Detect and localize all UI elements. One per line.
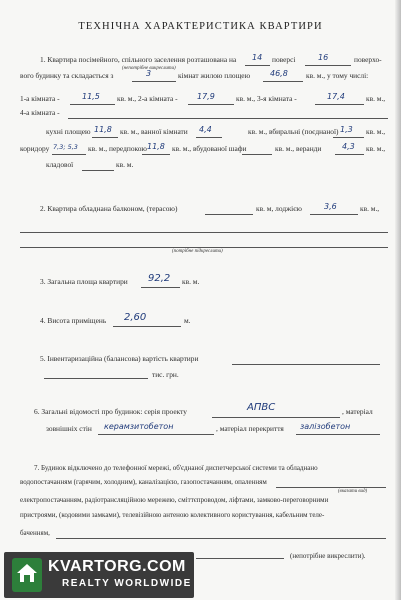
- s1-text-c: поверхо-: [354, 55, 382, 64]
- height-value: 2,60: [124, 312, 147, 323]
- kitchen-value: 11,8: [94, 125, 112, 134]
- s1-line6: коридору кв. м., передпокою кв. м., вбудованої шафи кв. м., веранди кв. м.,: [20, 144, 386, 153]
- s1-line2: вого будинку та складається з кімнат жилою площею кв. м., у тому числі:: [20, 71, 369, 80]
- rooms-value: 3: [146, 69, 152, 78]
- s7-line2: водопостачанням (гарячим, холодним), каналізацією, газопостачанням, опаленням: [20, 478, 267, 486]
- total-area-value: 92,2: [148, 273, 171, 284]
- room1-value: 11,5: [82, 92, 100, 101]
- veranda-value: 4,3: [342, 142, 355, 151]
- hall-value: 11,8: [147, 142, 165, 151]
- series-value: АПВС: [247, 402, 276, 413]
- s1-line5: кухні площею кв. м., ванної кімнати кв. м., вбиральні (поєднаної) кв. м.,: [46, 127, 386, 136]
- logo-text-main: KVARTORG.COM: [48, 558, 186, 575]
- s1-line7: кладової кв. м.: [46, 160, 134, 169]
- document-title: ТЕХНІЧНА ХАРАКТЕРИСТИКА КВАРТИРИ: [78, 21, 323, 32]
- s5-line2: тис. грн.: [152, 370, 179, 379]
- wc-value: 1,3: [340, 125, 353, 134]
- page-edge: [395, 0, 401, 600]
- s5-line1: 5. Інвентаризаційна (балансова) вартість квартири: [40, 354, 199, 363]
- s1-line3: 1-а кімната - кв. м., 2-а кімната - кв. м., 3-я кімната - кв. м.,: [20, 94, 386, 103]
- s4-line: 4. Висота приміщень м.: [40, 316, 191, 325]
- loggia-value: 3,6: [324, 202, 337, 211]
- room2-value: 17,9: [197, 92, 215, 101]
- ceiling-value: залізобетон: [300, 422, 351, 431]
- s7-line5: баченням,: [20, 529, 50, 537]
- floors-total-value: 16: [318, 53, 329, 62]
- s7-note1: (вказати вид): [338, 489, 368, 494]
- s1-text-b: поверсі: [272, 55, 296, 64]
- s7-line1: 7. Будинок відключено до телефонної мережі, об'єднаної диспетчерської системи та обладнано: [34, 464, 318, 472]
- s7-line4: пристроями, (кодовими замками), телевізійною антеною колективного користування, кабельним теле-: [20, 511, 325, 519]
- corridor-value: 7,3; 5,3: [53, 143, 78, 151]
- walls-value: керамзитобетон: [104, 422, 174, 431]
- logo-text-sub: REALTY WORLDWIDE: [62, 578, 192, 589]
- s7-line3: електропостачанням, радіотрансляційною мережею, сміттєпроводом, ліфтами, замково-переговорними: [20, 496, 329, 504]
- living-area-value: 46,8: [270, 69, 288, 78]
- room3-value: 17,4: [327, 92, 345, 101]
- s2-note: (потрібне підкреслити): [172, 249, 223, 254]
- s6-line2: зовнішніх стін , матеріал перекриття: [46, 424, 284, 433]
- s7-line6: (непотрібне викреслити).: [290, 552, 366, 560]
- house-icon: [16, 562, 38, 584]
- s1-text-a: 1. Квартира посімейного, спільного заселення розташована на: [40, 55, 237, 64]
- bath-value: 4,4: [199, 125, 212, 134]
- s1-line4: 4-а кімната -: [20, 108, 60, 117]
- floor-value: 14: [252, 53, 263, 62]
- s2-line: 2. Квартира обладнана балконом, (терасою) кв. м, лоджією кв. м.,: [40, 204, 380, 213]
- s6-line1: 6. Загальні відомості про будинок: серія проекту , матеріал: [34, 407, 373, 416]
- s1-note: (непотрібне викреслити): [122, 66, 176, 71]
- s3-line: 3. Загальна площа квартири кв. м.: [40, 277, 200, 286]
- kvartorg-logo: [4, 552, 194, 598]
